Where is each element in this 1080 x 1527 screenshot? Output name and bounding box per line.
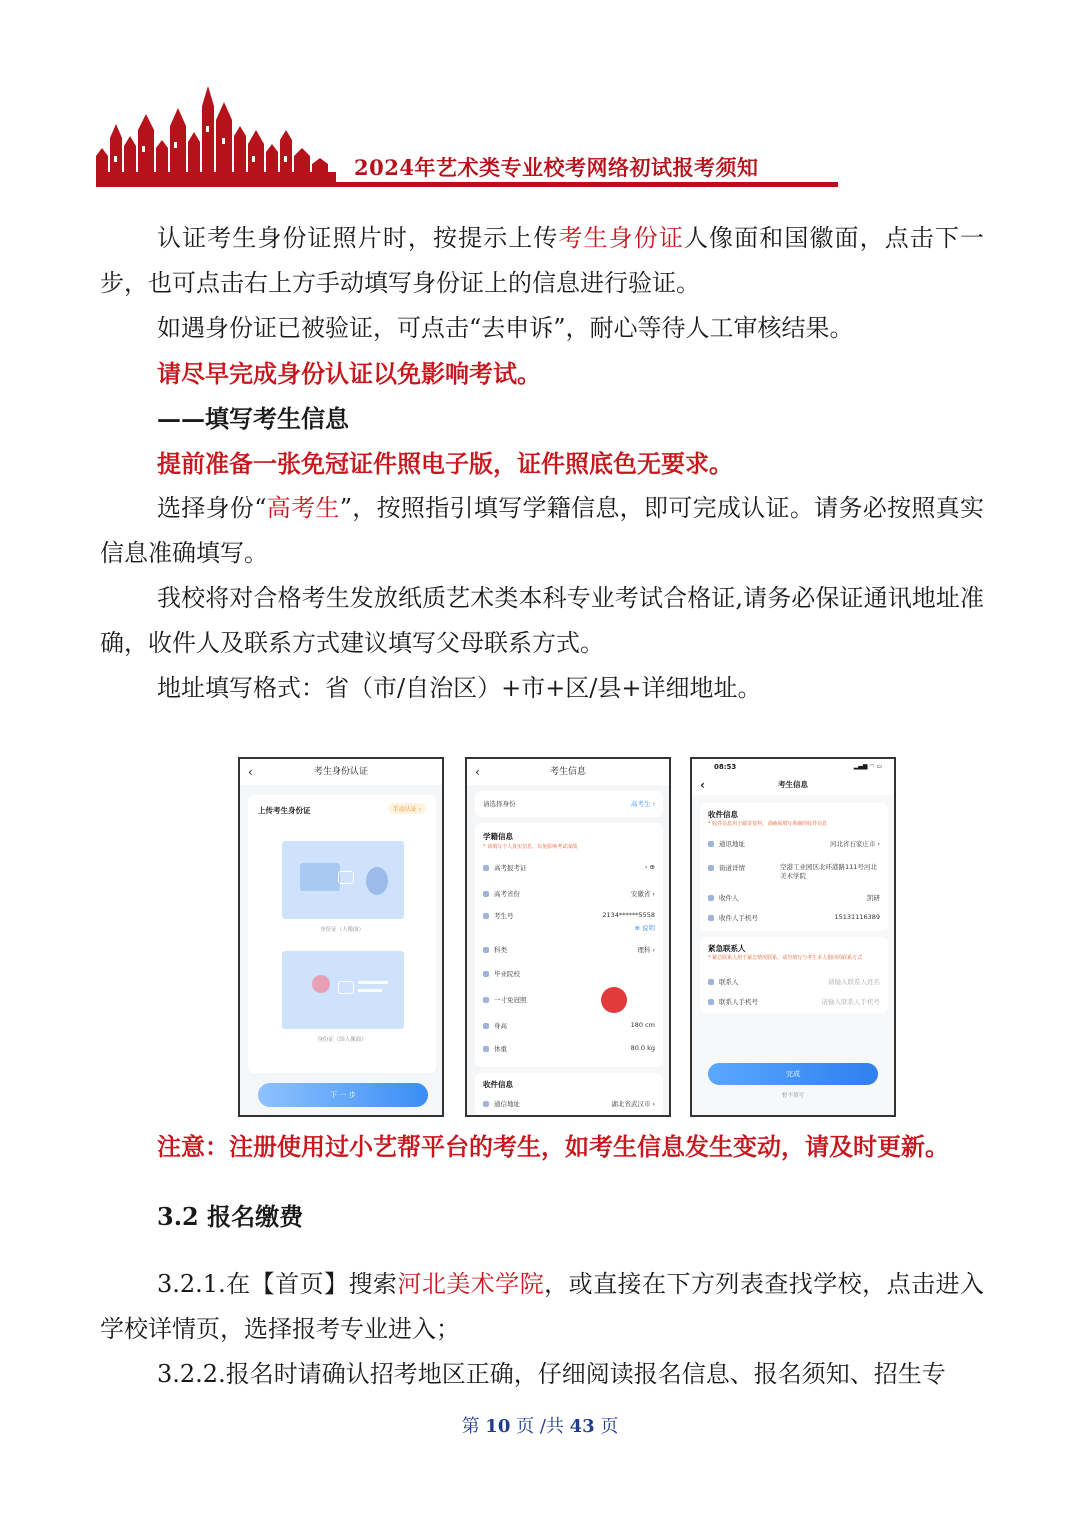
app-screenshots (0, 757, 1080, 1121)
field-icon (483, 971, 489, 977)
field-icon (708, 979, 714, 985)
header-rule (96, 182, 838, 187)
camera-icon (338, 981, 354, 994)
field-icon (483, 1101, 489, 1107)
field-placeholder: 请输入联系人姓名 (828, 978, 880, 986)
phone-nav-bar (467, 759, 669, 785)
total-page-number: 43 (569, 1416, 595, 1437)
field-label: 收件人 (719, 894, 739, 902)
field-icon (708, 841, 714, 847)
field-value: 理科 › (637, 946, 655, 954)
text-span: 人像面和国徽面，点击下一步，也可点击右上方手动填写身份证上的信息进行验证。 (100, 224, 984, 297)
line-icon (358, 989, 382, 992)
field-icon (708, 865, 714, 871)
paragraph-step-2: 3.2.2.报名时请确认招考地区正确，仔细阅读报名信息、报名须知、招生专 (157, 1360, 946, 1388)
student-info-card (475, 823, 663, 1067)
text-span: 3.2.1.在【首页】搜索 (157, 1270, 398, 1298)
id-back-upload[interactable] (282, 951, 404, 1029)
section-warning: * 收件信息用于邮寄资料，请确保填写准确的收件信息 (708, 821, 828, 827)
phone-screenshot-mailing-info (690, 757, 896, 1117)
field-label: 毕业院校 (494, 970, 520, 978)
section-heading: 3.2 报名缴费 (157, 1202, 304, 1231)
phone-nav-bar (692, 775, 894, 795)
text-span: ，或直接在下方列表查找学校，点击进入学校详情页，选择报考专业进入； (100, 1270, 985, 1343)
back-icon[interactable]: ‹ (248, 765, 253, 779)
footer-suffix: 页 (600, 1416, 619, 1437)
paragraph-address-format: 地址填写格式：省（市/自治区）+市+区/县+详细地址。 (157, 674, 762, 702)
form-row[interactable] (483, 1044, 655, 1056)
emergency-contact-card (700, 937, 888, 1013)
field-label: 考生号 (494, 912, 514, 920)
example-link[interactable]: ⊕ 说明 (634, 924, 655, 932)
field-value: 湖北省武汉市 › (611, 1100, 655, 1108)
form-row[interactable] (483, 889, 655, 901)
portrait-icon (366, 867, 388, 895)
paragraph-id-upload (100, 216, 984, 306)
card-icon (300, 863, 340, 891)
field-value: 2134******5558 (602, 911, 655, 919)
field-icon (708, 895, 714, 901)
phone-screenshot-id-auth (238, 757, 444, 1117)
nav-title: 考生信息 (549, 767, 586, 777)
section-warning: * 请填写个人真实信息，以免影响考试成绩 (483, 844, 578, 850)
field-value: 180 cm (630, 1021, 655, 1029)
form-row[interactable] (708, 977, 880, 989)
page-footer (0, 1412, 1080, 1438)
field-icon (708, 999, 714, 1005)
highlight-gaokao: 高考生 (266, 494, 340, 522)
text-span: ”，按照指引填写学籍信息，即可完成认证。请务必按照真实信息准确填写。 (100, 494, 984, 567)
field-label: 高考省份 (494, 890, 520, 898)
section-emergency: 紧急联系人 (708, 944, 746, 953)
back-icon[interactable]: ‹ (700, 778, 705, 792)
identity-value: 高考生 › (630, 800, 655, 808)
manual-auth-button[interactable]: 手动认证 › (388, 803, 426, 814)
form-row[interactable] (483, 995, 655, 1007)
form-row[interactable] (708, 997, 880, 1009)
field-icon (483, 913, 489, 919)
section-3-2-steps (100, 1262, 984, 1397)
highlight-id-card: 考生身份证 (558, 224, 684, 252)
identity-label: 请选择身份 (483, 800, 516, 808)
phone-screenshot-student-info (465, 757, 671, 1117)
document-title: 2024年艺术类专业校考网络初试报考须知 (354, 155, 759, 180)
nav-title: 考生身份认证 (313, 767, 368, 777)
form-row[interactable] (708, 839, 880, 851)
paragraph-reminder: 请尽早完成身份认证以免影响考试。 (157, 359, 541, 388)
emblem-icon (312, 975, 330, 993)
form-row[interactable] (483, 1099, 655, 1111)
id-front-upload[interactable] (282, 841, 404, 919)
text-span: 选择身份“ (157, 494, 267, 522)
field-label: 高考报考证 (494, 864, 527, 872)
upload-card (248, 795, 436, 1073)
field-label: 通信地址 (494, 1100, 520, 1108)
field-label: 通讯地址 (719, 840, 745, 848)
section-3-2 (100, 1194, 984, 1239)
field-value: 80.0 kg (630, 1044, 655, 1052)
highlight-school-name: 河北美术学院 (397, 1270, 545, 1298)
photo-upload-icon[interactable] (601, 987, 627, 1013)
field-label: 街道详情 (719, 864, 745, 872)
identity-row (483, 799, 655, 811)
status-time: 08:53 (714, 763, 737, 771)
field-value: 15131116389 (834, 913, 880, 921)
form-row[interactable] (483, 863, 655, 875)
field-icon (483, 1046, 489, 1052)
field-value: 河北省石家庄市 › (829, 840, 880, 848)
camera-icon (338, 871, 354, 884)
page-header (96, 86, 838, 194)
field-label: 身高 (494, 1022, 507, 1030)
form-row[interactable] (483, 969, 655, 981)
done-button[interactable]: 完成 (708, 1063, 878, 1085)
field-value: 凯研 (867, 894, 880, 902)
field-value: › ⊕ (644, 863, 655, 871)
field-icon (483, 1023, 489, 1029)
field-icon (483, 891, 489, 897)
field-label: 联系人手机号 (719, 998, 758, 1006)
field-label: 体重 (494, 1045, 507, 1053)
back-caption: 身份证（国人像面） (317, 1037, 367, 1043)
field-value: 空港工业园区北环港路111号河北美术学院 (780, 863, 877, 880)
form-row[interactable] (483, 945, 655, 957)
paragraph-update-notice: 注意：注册使用过小艺帮平台的考生，如考生信息发生变动，请及时更新。 (157, 1132, 949, 1161)
form-row[interactable] (483, 911, 655, 923)
form-row[interactable] (708, 913, 880, 925)
next-step-button[interactable]: 下 一 步 (258, 1083, 428, 1107)
form-row[interactable] (708, 863, 880, 883)
field-label: 科类 (494, 946, 507, 954)
field-icon (708, 915, 714, 921)
form-row[interactable] (483, 1021, 655, 1033)
nav-title: 考生信息 (778, 780, 808, 789)
paragraph-select-identity (100, 486, 984, 576)
back-icon[interactable]: ‹ (475, 765, 480, 779)
form-row[interactable] (708, 893, 880, 905)
paragraph-step-1 (100, 1262, 984, 1352)
status-bar (692, 759, 894, 775)
paragraph-certificate: 我校将对合格考生发放纸质艺术类本科专业考试合格证,请务必保证通讯地址准确，收件人及联系方式建议填写父母联系方式。 (100, 584, 984, 657)
footer-prefix: 第 (461, 1416, 480, 1437)
mailing-info-card (475, 1073, 663, 1117)
footer-mid: 页 /共 (516, 1416, 564, 1437)
field-label: 一寸免冠照 (494, 996, 527, 1004)
text-span: 认证考生身份证照片时，按提示上传 (157, 224, 559, 252)
field-value: 安徽省 › (630, 890, 655, 898)
main-content (100, 216, 984, 711)
field-placeholder: 请输入联系人手机号 (821, 998, 880, 1006)
field-label: 收件人手机号 (719, 914, 758, 922)
status-icons: ▂▄▆ ◠ ▭ (853, 763, 882, 770)
example-row (483, 923, 655, 935)
field-icon (483, 947, 489, 953)
field-icon (483, 997, 489, 1003)
skip-link[interactable]: 暂不填写 (781, 1093, 804, 1099)
front-caption: 身份证（人像面） (319, 927, 364, 933)
paragraph-photo-notice: 提前准备一张免冠证件照电子版，证件照底色无要求。 (157, 449, 733, 478)
section-mailing: 收件信息 (708, 810, 738, 819)
section-warning: * 紧急联系人用于紧急情况联系，请勿填写与考生本人相同的联系方式 (708, 955, 863, 961)
section-student-record: 学籍信息 (483, 832, 513, 841)
mailing-card (700, 803, 888, 931)
field-label: 联系人 (719, 978, 739, 986)
upload-label: 上传考生身份证 (258, 806, 311, 815)
phone-nav-bar (240, 759, 442, 785)
line-icon (358, 981, 388, 984)
notice-block (100, 1124, 984, 1169)
current-page-number: 10 (485, 1416, 511, 1437)
subheading-fill-info: ——填写考生信息 (157, 404, 349, 433)
paragraph-appeal: 如遇身份证已被验证，可点击“去申诉”，耐心等待人工审核结果。 (157, 314, 854, 342)
identity-select[interactable] (475, 791, 663, 817)
field-icon (483, 865, 489, 871)
section-mailing: 收件信息 (483, 1080, 513, 1089)
